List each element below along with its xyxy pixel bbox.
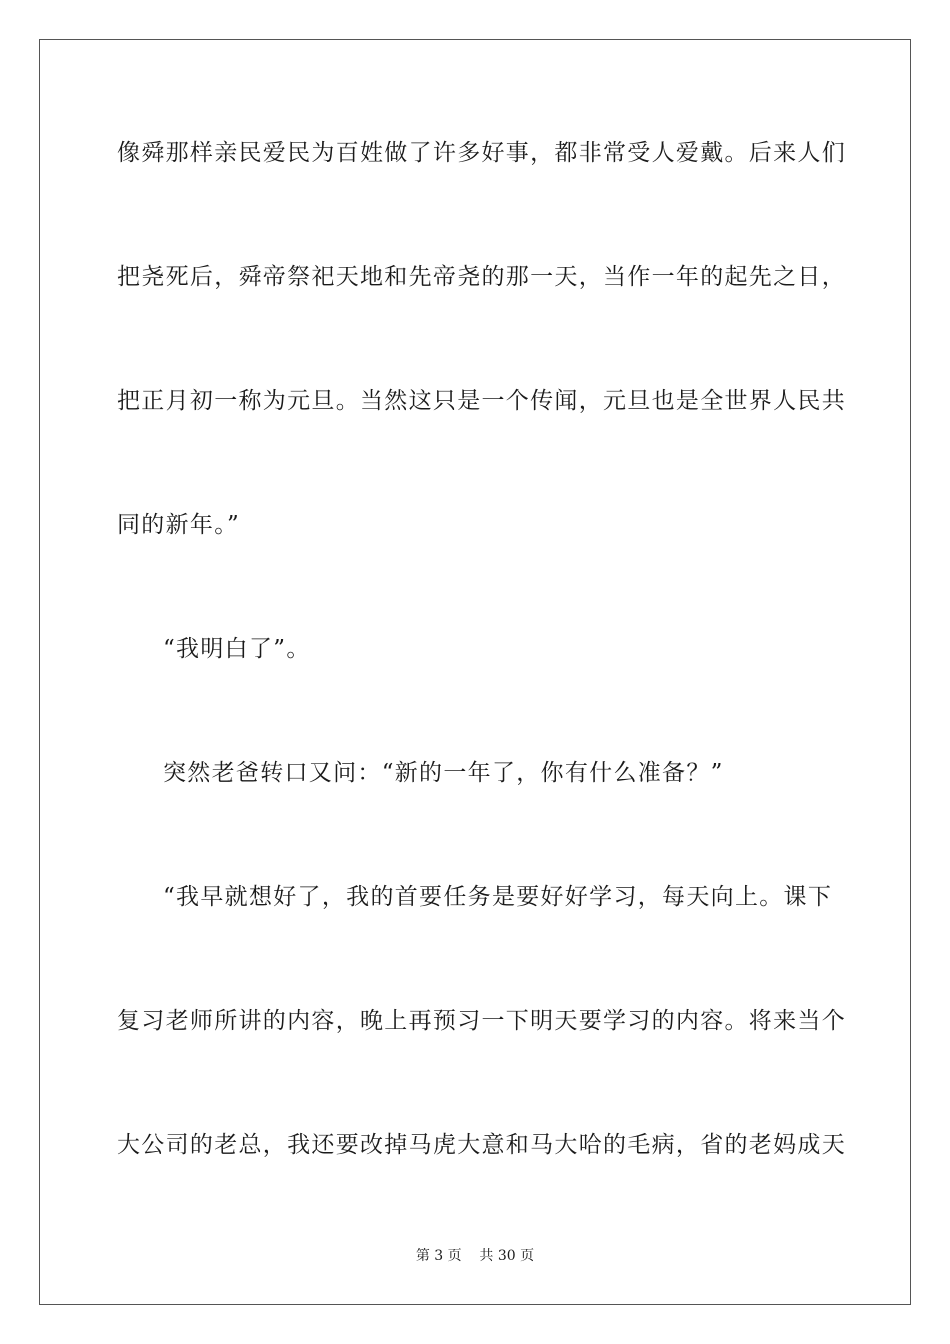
text-line-2: 把尧死后，舜帝祭祀天地和先帝尧的那一天，当作一年的起先之日， bbox=[117, 264, 846, 290]
text-line-5: “我明白了”。 bbox=[163, 636, 311, 662]
page-border bbox=[39, 39, 911, 1305]
text-line-1: 像舜那样亲民爱民为百姓做了许多好事，都非常受人爱戴。后来人们 bbox=[117, 140, 846, 166]
text-line-8: 复习老师所讲的内容，晚上再预习一下明天要学习的内容。将来当个 bbox=[117, 1008, 846, 1034]
page-number-footer: 第 3 页 共 30 页 bbox=[415, 1248, 535, 1264]
text-line-3: 把正月初一称为元旦。当然这只是一个传闻，元旦也是全世界人民共 bbox=[117, 388, 846, 414]
text-line-6: 突然老爸转口又问：“新的一年了，你有什么准备？” bbox=[163, 760, 724, 786]
text-line-4: 同的新年。” bbox=[117, 512, 241, 538]
text-line-9: 大公司的老总，我还要改掉马虎大意和马大哈的毛病，省的老妈成天 bbox=[117, 1132, 846, 1158]
text-line-7: “我早就想好了，我的首要任务是要好好学习，每天向上。课下 bbox=[163, 884, 833, 910]
